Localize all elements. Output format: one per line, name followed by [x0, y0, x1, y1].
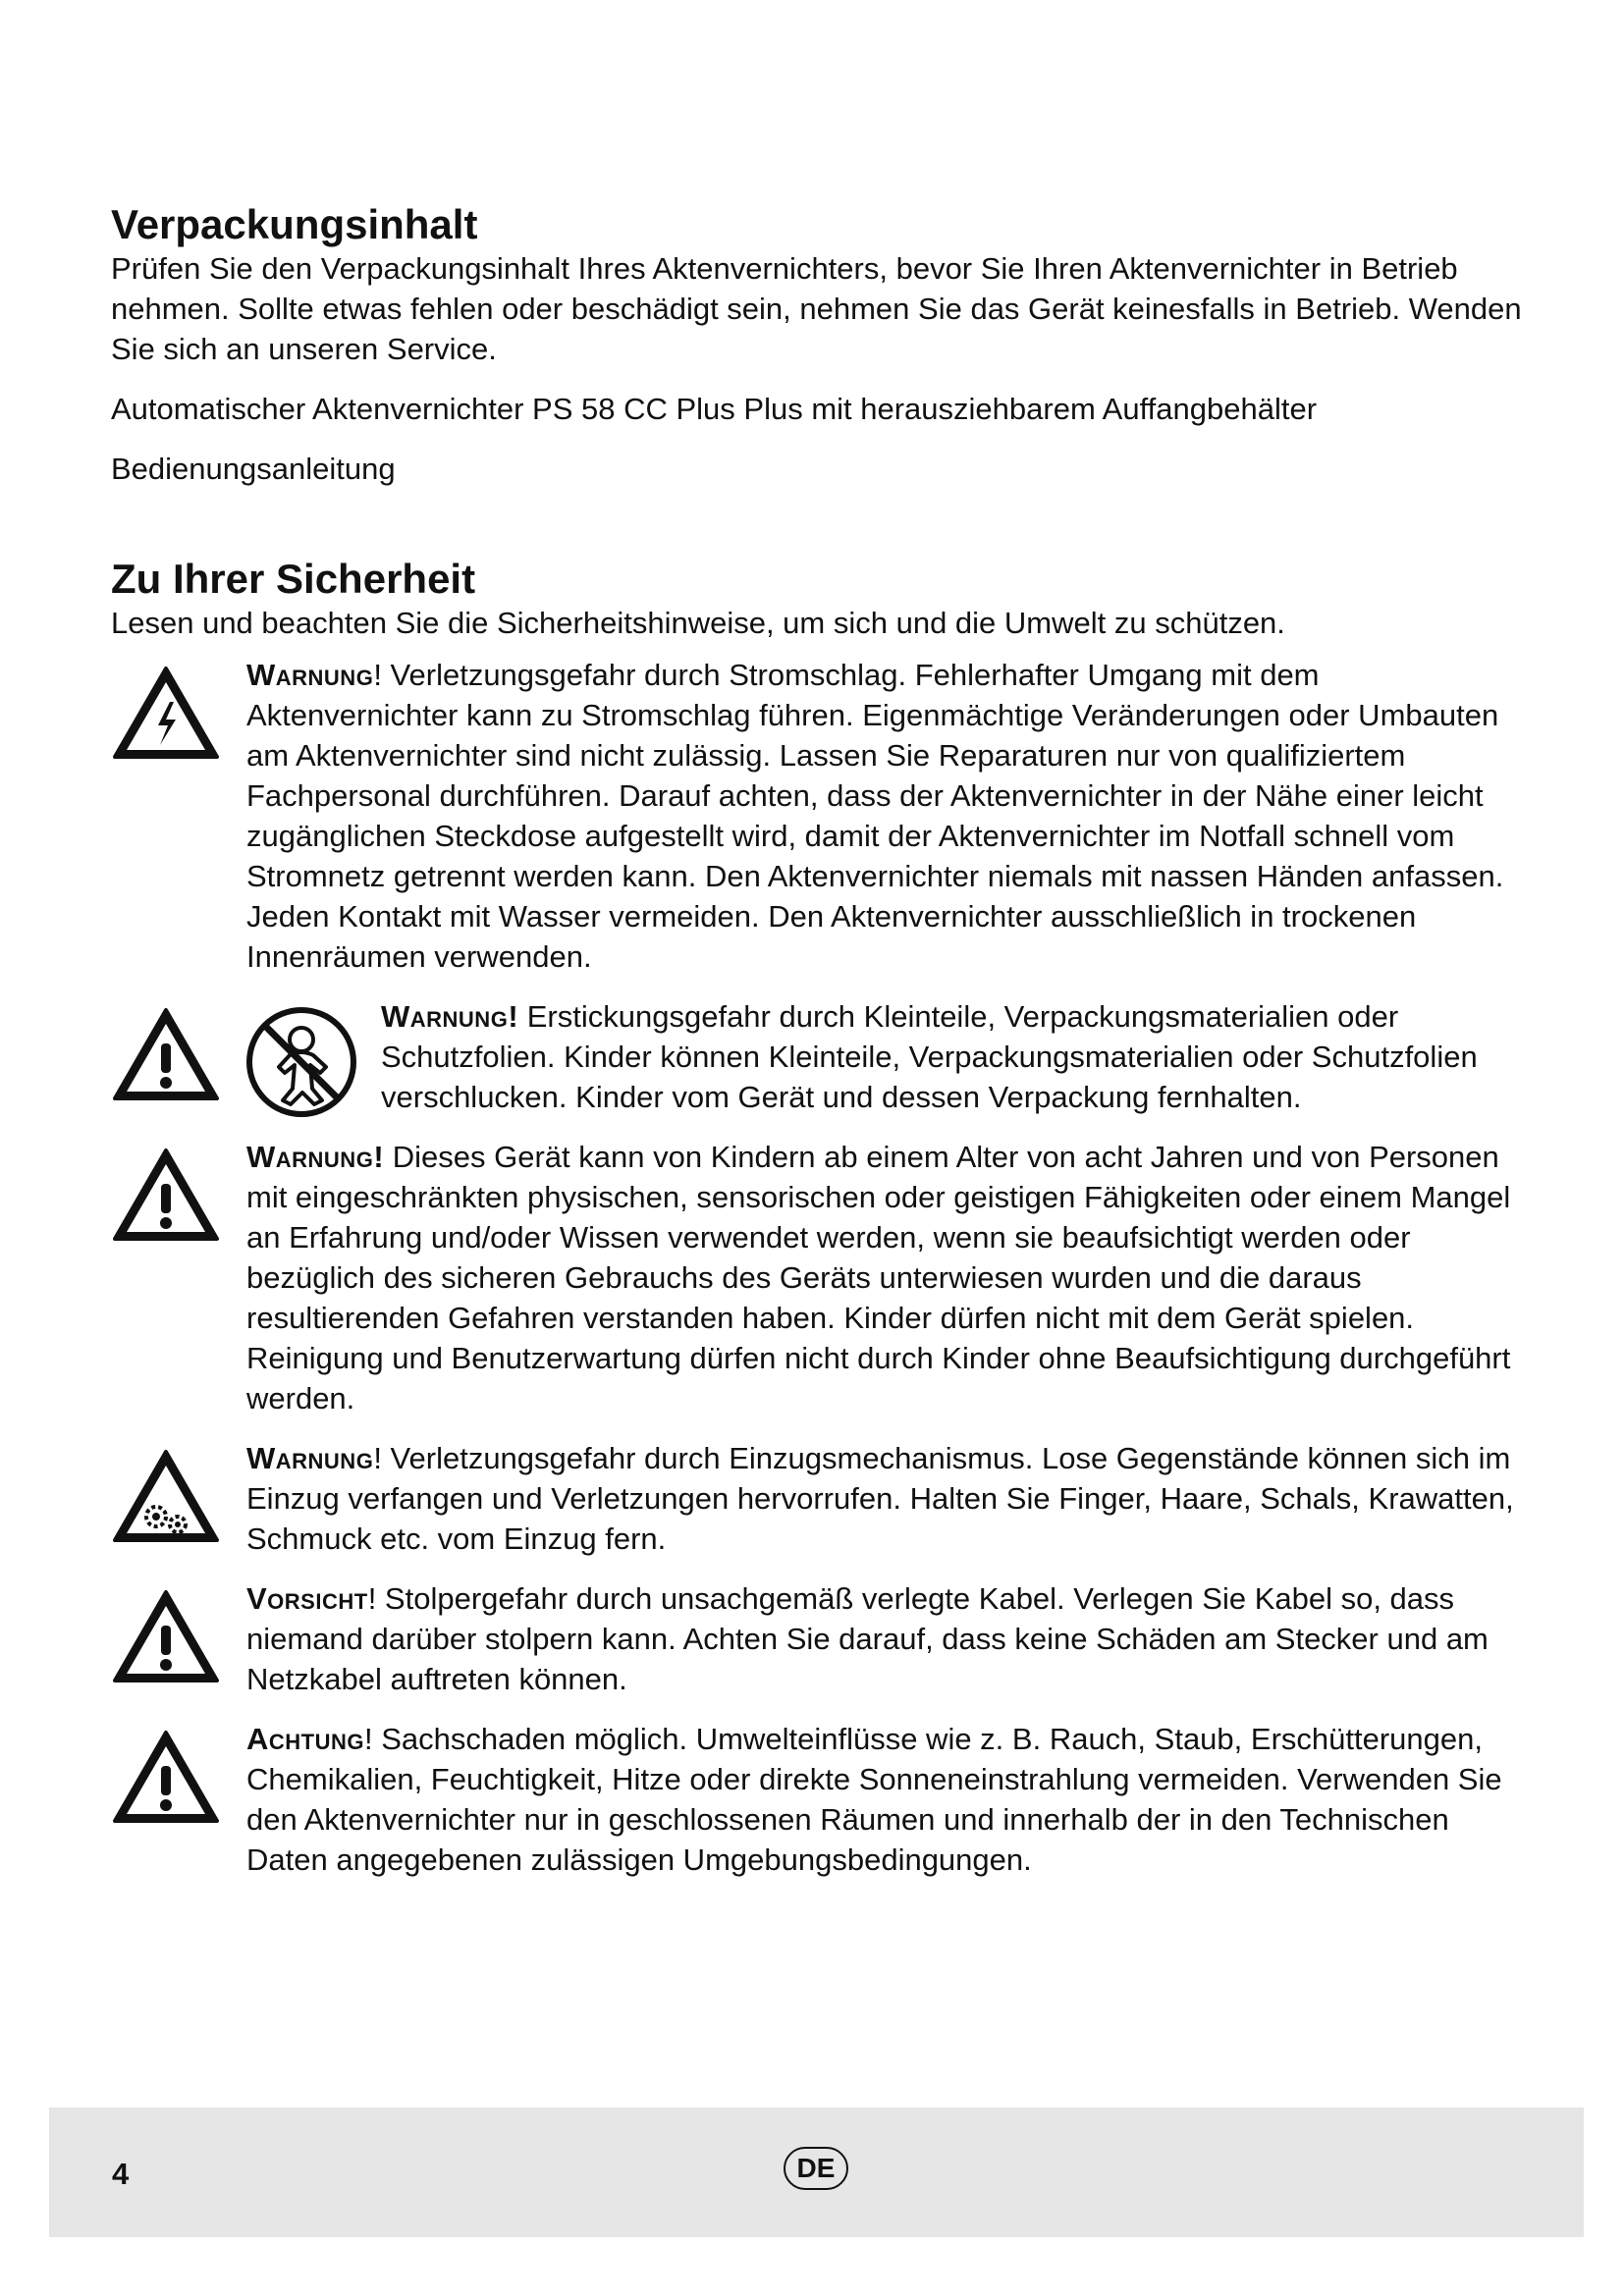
general-warning-icon — [111, 1145, 221, 1243]
notice-text: Dieses Gerät kann von Kindern ab einem Alter von acht Jahren und von Personen mit eingeschränkten physischen, sensorischen oder geistigen Fähigkeiten oder einem Mangel an Erfahrung und/oder Wissen verwendet werden, wenn sie beaufsichtigt werden oder bezüglich des sicheren Gebrauchs des Geräts unterwiesen wurden und die daraus resultierenden Gefahren verstanden haben. Kinder dürfen nicht mit dem Gerät spielen. Reinigung und Benutzerwartung dürfen nicht durch Kinder ohne Beaufsichtigung durchgeführt werden. — [246, 1140, 1511, 1415]
packaging-item-shredder: Automatischer Aktenvernichter PS 58 CC Plus Plus mit herausziehbarem Auffangbehälter — [111, 392, 1318, 426]
safety-notice-mechanism: Warnung! Verletzungsgefahr durch Einzugsmechanismus. Lose Gegenstände können sich im Einzug verfangen und Verletzungen hervorrufen. Halten Sie Finger, Haare, Schals, Krawatten, Schmuck etc. vom Einzug fern. — [111, 1438, 1535, 1559]
notice-text: Sachschaden möglich. Umwelteinflüsse wie z. B. Rauch, Staub, Erschütterungen, Chemikalien, Feuchtigkeit, Hitze oder direkte Sonneneinstrahlung vermeiden. Verwenden Sie den Aktenvernichter nur in geschlossenen Räumen und innerhalb der in den Technischen Daten angegebenen zulässigen Umgebungsbedingungen. — [246, 1722, 1502, 1877]
safety-notice-tripping: Vorsicht! Stolpergefahr durch unsachgemäß verlegte Kabel. Verlegen Sie Kabel so, dass niemand darüber stolpern kann. Achten Sie darauf, dass keine Schäden am Stecker und am Netzkabel auftreten können. — [111, 1578, 1535, 1699]
safety-notice-property: Achtung! Sachschaden möglich. Umwelteinflüsse wie z. B. Rauch, Staub, Erschütterungen, Chemikalien, Feuchtigkeit, Hitze oder direkte Sonneneinstrahlung vermeiden. Verwenden Sie den Aktenvernichter nur in geschlossenen Räumen und innerhalb der in den Technischen Daten angegebenen zulässigen Umgebungsbedingungen. — [111, 1719, 1535, 1880]
language-badge: DE — [784, 2147, 848, 2190]
safety-intro: Lesen und beachten Sie die Sicherheitshinweise, um sich und die Umwelt zu schützen. — [111, 606, 1285, 640]
notice-keyword: Warnung — [381, 999, 509, 1034]
notice-keyword: Warnung — [246, 1441, 374, 1475]
electric-shock-warning-icon — [111, 663, 221, 761]
section-title-packaging: Verpackungsinhalt — [111, 201, 478, 247]
gear-mechanism-warning-icon — [111, 1446, 221, 1544]
safety-notice-electric: Warnung! Verletzungsgefahr durch Stromschlag. Fehlerhafter Umgang mit dem Aktenvernichter kann zu Stromschlag führen. Eigenmächtige Veränderungen oder Umbauten am Aktenvernichter sind nicht zulässig. Lassen Sie Reparaturen nur von qualifiziertem Fachpersonal durchführen. Darauf achten, dass der Aktenvernichter in der Nähe einer leicht zugänglichen Steckdose aufgestellt wird, damit der Aktenvernichter im Notfall schnell vom Stromnetz getrennt werden kann. Den Aktenvernichter niemals mit nassen Händen anfassen. Jeden Kontakt mit Wasser vermeiden. Den Aktenvernichter ausschließlich in trockenen Innenräumen verwenden. — [111, 655, 1535, 977]
general-warning-icon — [111, 1004, 221, 1102]
notice-keyword: Warnung — [246, 1140, 374, 1174]
page-footer — [49, 2108, 1584, 2237]
general-warning-icon — [111, 1727, 221, 1825]
safety-notice-choking: Warnung! Erstickungsgefahr durch Kleinteile, Verpackungsmaterialien oder Schutzfolien. Kinder können Kleinteile, Verpackungsmaterialien oder Schutzfolien verschlucken. Kinder vom Gerät und dessen Verpackung fernhalten. — [111, 996, 1535, 1117]
notice-text: Verletzungsgefahr durch Einzugsmechanismus. Lose Gegenstände können sich im Einzug verfangen und Verletzungen hervorrufen. Halten Sie Finger, Haare, Schals, Krawatten, Schmuck etc. vom Einzug fern. — [246, 1441, 1514, 1556]
page-number: 4 — [112, 2157, 130, 2191]
no-small-children-icon — [244, 1004, 359, 1120]
notice-text: Stolpergefahr durch unsachgemäß verlegte Kabel. Verlegen Sie Kabel so, dass niemand darüber stolpern kann. Achten Sie darauf, dass keine Schäden am Stecker und am Netzkabel auftreten können. — [246, 1581, 1489, 1696]
packaging-item-manual: Bedienungsanleitung — [111, 452, 396, 486]
section-title-safety: Zu Ihrer Sicherheit — [111, 556, 476, 602]
page-content — [111, 201, 1535, 1880]
packaging-intro: Prüfen Sie den Verpackungsinhalt Ihres Aktenvernichters, bevor Sie Ihren Aktenvernichter in Betrieb nehmen. Sollte etwas fehlen oder beschädigt sein, nehmen Sie das Gerät keinesfalls in Betrieb. Wenden Sie sich an unseren Service. — [111, 251, 1522, 366]
notice-text: Erstickungsgefahr durch Kleinteile, Verpackungsmaterialien oder Schutzfolien. Kinder können Kleinteile, Verpackungsmaterialien oder Schutzfolien verschlucken. Kinder vom Gerät und dessen Verpackung fernhalten. — [381, 999, 1478, 1114]
safety-notice-persons: Warnung! Dieses Gerät kann von Kindern ab einem Alter von acht Jahren und von Personen mit eingeschränkten physischen, sensorischen oder geistigen Fähigkeiten oder einem Mangel an Erfahrung und/oder Wissen verwendet werden, wenn sie beaufsichtigt werden oder bezüglich des sicheren Gebrauchs des Geräts unterwiesen wurden und die daraus resultierenden Gefahren verstanden haben. Kinder dürfen nicht mit dem Gerät spielen. Reinigung und Benutzerwartung dürfen nicht durch Kinder ohne Beaufsichtigung durchgeführt werden. — [111, 1137, 1535, 1418]
notice-keyword: Vorsicht — [246, 1581, 368, 1616]
notice-text: Verletzungsgefahr durch Stromschlag. Fehlerhafter Umgang mit dem Aktenvernichter kann zu Stromschlag führen. Eigenmächtige Veränderungen oder Umbauten am Aktenvernichter sind nicht zulässig. Lassen Sie Reparaturen nur von qualifiziertem Fachpersonal durchführen. Darauf achten, dass der Aktenvernichter in der Nähe einer leicht zugänglichen Steckdose aufgestellt wird, damit der Aktenvernichter im Notfall schnell vom Stromnetz getrennt werden kann. Den Aktenvernichter niemals mit nassen Händen anfassen. Jeden Kontakt mit Wasser vermeiden. Den Aktenvernichter ausschließlich in trockenen Innenräumen verwenden. — [246, 658, 1504, 974]
notice-keyword: Warnung — [246, 658, 374, 692]
notice-keyword: Achtung — [246, 1722, 364, 1756]
general-warning-icon — [111, 1586, 221, 1684]
